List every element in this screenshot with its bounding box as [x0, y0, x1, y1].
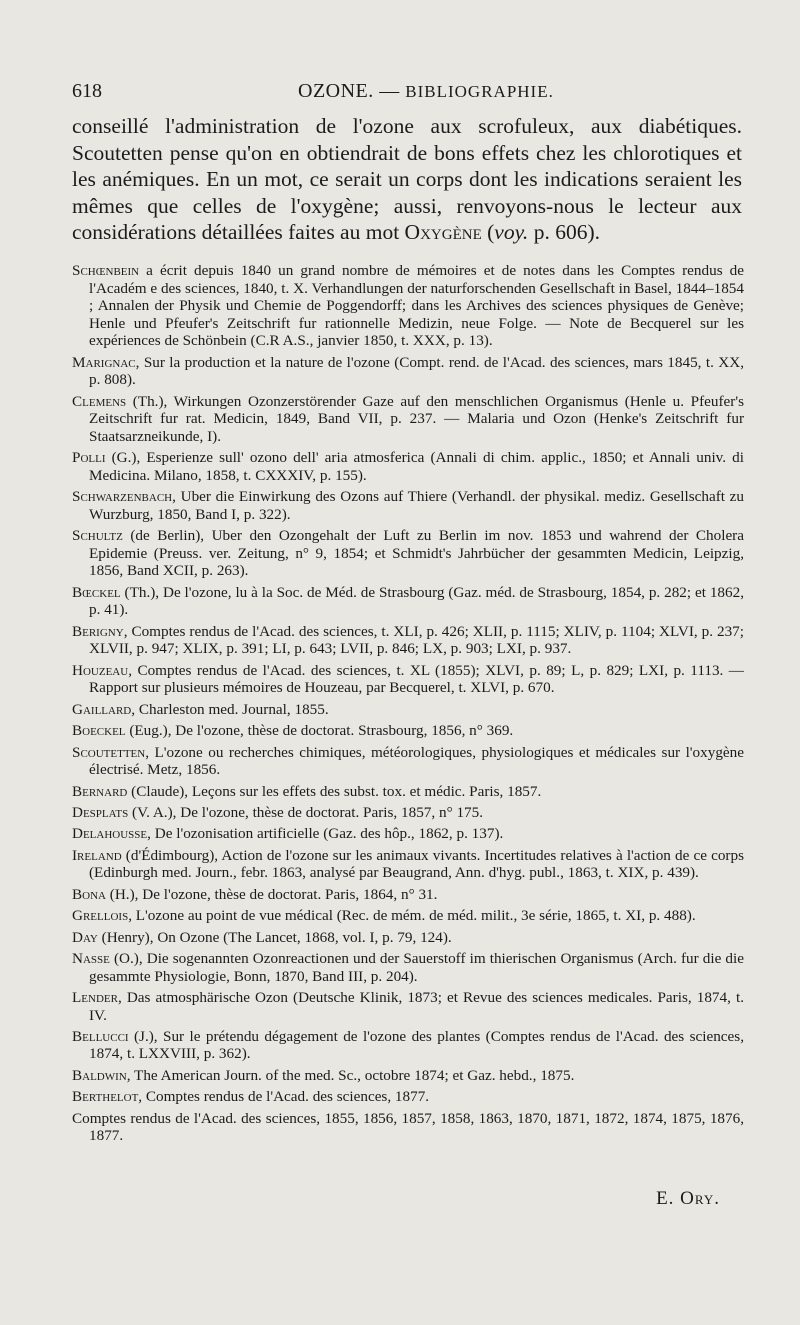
bibliography-entry: [72, 527, 744, 580]
entry-author: Berigny: [72, 622, 124, 640]
entry-author: Gaillard: [72, 700, 132, 718]
entry-author: Scoutetten: [72, 743, 146, 761]
body-paragraph: [72, 113, 742, 246]
bibliography-entry: [72, 907, 744, 925]
entry-text: (de Berlin), Uber den Ozongehalt der Luft zu Berlin im nov. 1853 und wahrend der Cholera Epidemie (Preuss. ver. Zeitung, n° 9, 1854; et Schmidt's Jahrbücher der gesammten Medicin, Leipzig, 1856, Band XCII, p. 263).: [89, 527, 744, 580]
entry-author: Berthelot: [72, 1088, 139, 1106]
paragraph-open: (: [481, 220, 495, 244]
entry-text: , Sur la production et la nature de l'ozone (Compt. rend. de l'Acad. des sciences, mars 1845, t. XX, p. 808).: [89, 353, 744, 389]
paragraph-keyword: Oxygène: [404, 220, 482, 244]
entry-text: (Th.), Wirkungen Ozonzerstörender Gaze auf den menschlichen Organismus (Henle u. Pfeufer's Zeitschrift fur rat. Medicin, 1849, Band VII, p. 237. — Malaria und Ozon (Henke's Zeitschrift fur Staatsarzneikunde, I).: [89, 392, 744, 445]
entry-author: Day: [72, 928, 98, 946]
bibliography-entry: [72, 722, 744, 740]
bibliography-entry: [72, 783, 744, 801]
entry-text: , Uber die Einwirkung des Ozons auf Thiere (Verhandl. der physikal. mediz. Gesellschaft zu Wurzburg, 1850, Band I, p. 322).: [89, 488, 744, 523]
entry-author: Nasse: [72, 949, 110, 967]
entry-text: , L'ozone au point de vue médical (Rec. de mém. de méd. milit., 3e série, 1865, t. XI, p. 488).: [128, 907, 696, 925]
running-title-dash: —: [373, 80, 406, 102]
bibliography-entry: [72, 950, 744, 985]
entry-text: (Henry), On Ozone (The Lancet, 1868, vol. I, p. 79, 124).: [97, 928, 452, 946]
entry-author: Bernard: [72, 782, 128, 800]
entry-text: (Claude), Leçons sur les effets des subst. tox. et médic. Paris, 1857.: [127, 782, 542, 800]
bibliography-entry: [72, 804, 744, 822]
entry-author: Lender: [72, 988, 118, 1006]
bibliography-list: [72, 262, 744, 1149]
entry-text: a écrit depuis 1840 un grand nombre de mémoires et de notes dans les Comptes rendus de l'Académ e des sciences, 1840, t. X. Verhandlungen der naturforschenden Gesellschaft in Basel, 1844–1854 ; Annalen der Physik und Chemie de Poggendorff; dans les Archives des sciences physiques de Genève; Henle und Pfeufer's Zeitschrift fur rationnelle Medizin, neue Folge. — Note de Becquerel sur les expériences de Schönbein (C.R A.S., janvier 1850, t. XXX, p. 13).: [89, 262, 744, 350]
paragraph-ref: voy.: [494, 220, 529, 244]
paragraph-text: conseillé l'administration de l'ozone aux scrofuleux, aux diabétiques. Scoutetten pense qu'on en obtiendrait de bons effets chez les chlorotiques et les anémiques. En un mot, ce serait un corps dont les indications seraient les mêmes que celles de l'oxygène; aussi, renvoyons-nous le lecteur aux considérations détaillées faites au mot: [72, 114, 742, 244]
entry-text: (H.), De l'ozone, thèse de doctorat. Paris, 1864, n° 31.: [105, 885, 438, 903]
running-title: [298, 80, 554, 103]
bibliography-entry: [72, 929, 744, 947]
bibliography-entry: [72, 354, 744, 389]
bibliography-entry: [72, 623, 744, 658]
page-number: 618: [72, 80, 102, 102]
entry-text: , Das atmosphärische Ozon (Deutsche Klinik, 1873; et Revue des sciences medicales. Paris, 1874, t. IV.: [89, 988, 744, 1024]
entry-author: Desplats: [72, 803, 129, 821]
bibliography-entry: [72, 847, 744, 882]
author-signature: E. Ory.: [656, 1188, 720, 1209]
bibliography-entry: [72, 584, 744, 619]
entry-text: (d'Édimbourg), Action de l'ozone sur les animaux vivants. Incertitudes relatives à l'action de ce corps (Edinburgh med. Journ., febr. 1863, analysé par Beaugrand, Ann. d'hyg. publ., 1863, t. XIX, p. 439).: [89, 846, 744, 882]
bibliography-entry: [72, 488, 744, 523]
entry-author: Schwarzenbach: [72, 488, 173, 506]
entry-text: , The American Journ. of the med. Sc., octobre 1874; et Gaz. hebd., 1875.: [126, 1066, 575, 1084]
entry-author: Baldwin: [72, 1066, 127, 1084]
entry-author: Boeckel: [72, 722, 126, 740]
running-title-section: BIBLIOGRAPHIE.: [405, 82, 554, 101]
entry-author: Polli: [72, 449, 106, 467]
entry-text: , Comptes rendus de l'Acad. des sciences, t. XL (1855); XLVI, p. 89; L, p. 829; LXI, p. 1113. — Rapport sur plusieurs mémoires de Houzeau, par Becquerel, t. XLVI, p. 670.: [89, 661, 744, 697]
bibliography-entry: [72, 1088, 744, 1106]
bibliography-entry: [72, 449, 744, 484]
entry-author: Grellois: [72, 907, 129, 925]
entry-text: Comptes rendus de l'Acad. des sciences, 1855, 1856, 1857, 1858, 1863, 1870, 1871, 1872, 1874, 1875, 1876, 1877.: [72, 1109, 744, 1145]
bibliography-entry: [72, 393, 744, 446]
page-header: [72, 80, 740, 110]
entry-author: Ireland: [72, 846, 122, 864]
entry-text: (J.), Sur le prétendu dégagement de l'ozone des plantes (Comptes rendus de l'Acad. des sciences, 1874, t. LXXVIII, p. 362).: [89, 1027, 744, 1063]
entry-author: Bellucci: [72, 1027, 129, 1045]
entry-text: (Th.), De l'ozone, lu à la Soc. de Méd. de Strasbourg (Gaz. méd. de Strasbourg, 1854, p. 282; et 1862, p. 41).: [89, 583, 744, 619]
bibliography-entry: [72, 1028, 744, 1063]
entry-author: Schultz: [72, 527, 123, 545]
entry-author: Clemens: [72, 392, 127, 410]
entry-text: (G.), Esperienze sull' ozono dell' aria atmosferica (Annali di chim. applic., 1850; et Annali univ. di Medicina. Milano, 1858, t. CXXXIV, p. 155).: [89, 449, 744, 484]
entry-author: Marignac: [72, 353, 136, 371]
entry-text: , L'ozone ou recherches chimiques, météorologiques, physiologiques et médicales sur l'oxygène électrisé. Metz, 1856.: [89, 743, 744, 779]
entry-text: , Charleston med. Journal, 1855.: [131, 700, 329, 718]
bibliography-entry: [72, 262, 744, 350]
bibliography-entry: [72, 662, 744, 697]
entry-author: Bœckel: [72, 583, 121, 601]
entry-text: , De l'ozonisation artificielle (Gaz. des hôp., 1862, p. 137).: [147, 825, 504, 843]
bibliography-entry: [72, 989, 744, 1024]
entry-text: (V. A.), De l'ozone, thèse de doctorat. Paris, 1857, n° 175.: [128, 803, 484, 821]
bibliography-entry: [72, 701, 744, 719]
entry-author: Houzeau: [72, 661, 129, 679]
bibliography-entry: [72, 825, 744, 843]
entry-text: (O.), Die sogenannten Ozonreactionen und der Sauerstoff im thierischen Organismus (Arch. fur die die gesammte Physiologie, Bonn, 1870, Band III, p. 204).: [89, 949, 744, 985]
entry-text: , Comptes rendus de l'Acad. des sciences, 1877.: [138, 1088, 430, 1106]
paragraph-end: p. 606).: [528, 220, 600, 244]
bibliography-entry: [72, 1110, 744, 1145]
entry-author: Bona: [72, 885, 106, 903]
entry-author: Schœnbein: [72, 262, 140, 279]
entry-text: , Comptes rendus de l'Acad. des sciences, t. XLI, p. 426; XLII, p. 1115; XLIV, p. 1104; XLVI, p. 237; XLVII, p. 947; XLIX, p. 391; LI, p. 643; LVII, p. 846; LX, p. 903; LXI, p. 937.: [89, 622, 744, 658]
bibliography-entry: [72, 1067, 744, 1085]
entry-text: (Eug.), De l'ozone, thèse de doctorat. Strasbourg, 1856, n° 369.: [125, 722, 514, 740]
running-title-main: OZONE.: [298, 80, 374, 102]
entry-author: Delahousse: [72, 825, 148, 843]
bibliography-entry: [72, 744, 744, 779]
bibliography-entry: [72, 886, 744, 904]
